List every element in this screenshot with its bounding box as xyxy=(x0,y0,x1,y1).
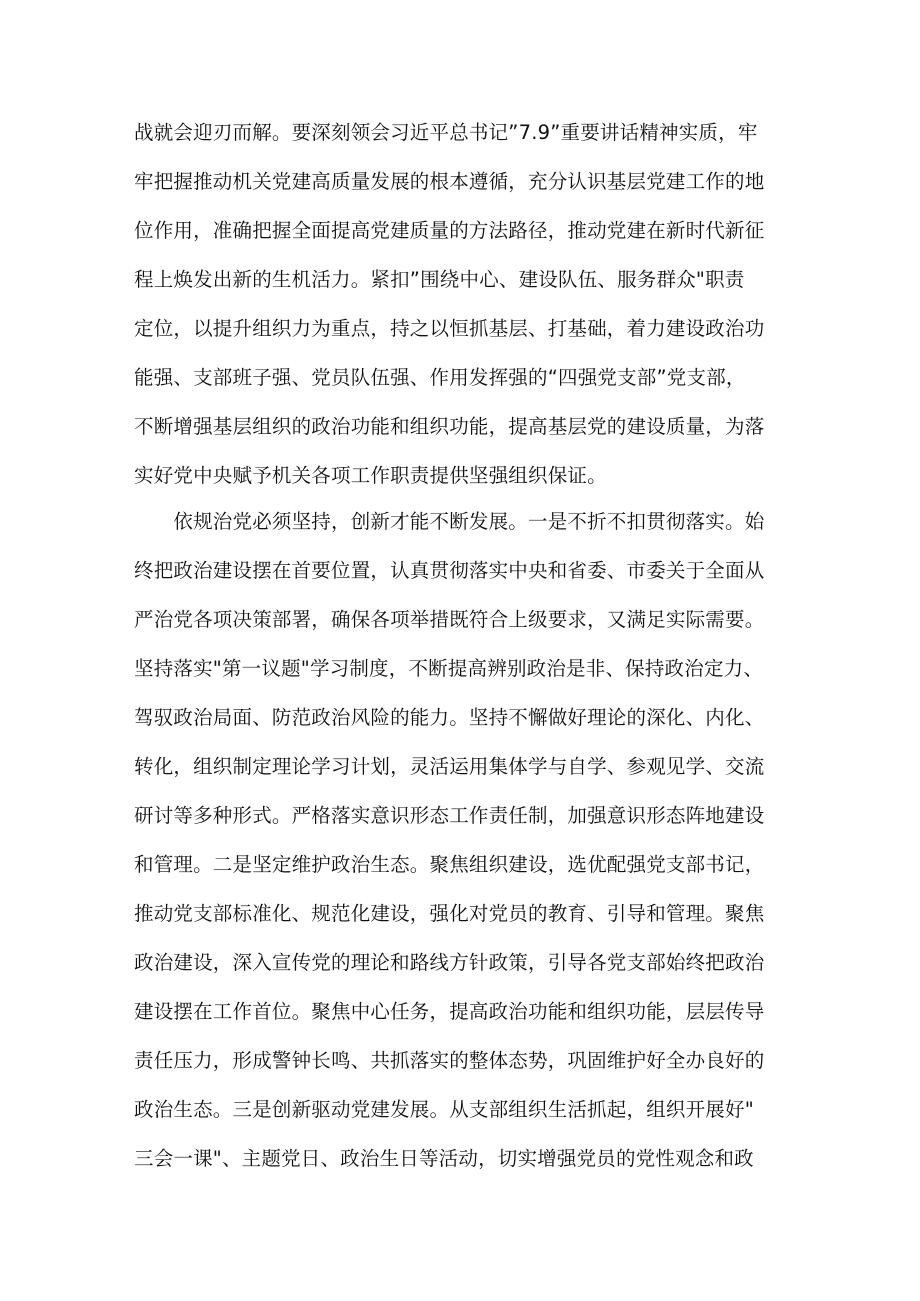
paragraph-1-line: 位作用，准确把握全面提高党建质量的方法路径，推动党建在新时代新征 xyxy=(134,219,765,242)
paragraph-2-line: 建设摆在工作首位。聚焦中心任务，提高政治功能和组织功能，层层传导 xyxy=(134,1000,765,1023)
paragraph-1-line: 实好党中央赋予机关各项工作职责提供坚强组织保证。 xyxy=(134,464,607,487)
paragraph-2-line: 坚持落实"第一议题"学习制度，不断提高辨别政治是非、保持政治定力、 xyxy=(134,657,764,680)
paragraph-2 xyxy=(134,497,774,1183)
paragraph-2-line: 研讨等多种形式。严格落实意识形态工作责任制，加强意识形态阵地建设 xyxy=(134,804,765,827)
paragraph-1-line: 定位，以提升组织力为重点，持之以恒抓基层、打基础，着力建设政治功 xyxy=(134,317,765,340)
paragraph-1-line: 战就会迎刃而解。要深刻领会习近平总书记”7.9”重要讲话精神实质，牢 xyxy=(134,121,758,144)
paragraph-2-line: 政治生态。三是创新驱动党建发展。从支部组织生活抓起，组织开展好" xyxy=(134,1098,754,1121)
paragraph-2-line: 严治党各项决策部署，确保各项举措既符合上级要求，又满足实际需要。 xyxy=(134,608,765,631)
paragraph-2-line: 责任压力，形成警钟长鸣、共抓落实的整体态势，巩固维护好全办良好的 xyxy=(134,1049,765,1072)
paragraph-2-line: 政治建设，深入宣传党的理论和路线方针政策，引导各党支部始终把政治 xyxy=(134,951,765,974)
paragraph-1-line: 能强、支部班子强、党员队伍强、作用发挥强的“四强党支部”党支部， xyxy=(134,366,746,389)
paragraph-2-line: 终把政治建设摆在首要位置，认真贯彻落实中央和省委、市委关于全面从 xyxy=(134,559,765,582)
paragraph-2-line: 驾驭政治局面、防范政治风险的能力。坚持不懈做好理论的深化、内化、 xyxy=(134,706,765,729)
paragraph-2-line: 三会一课"、主题党日、政治生日等活动，切实增强党员的党性观念和政 xyxy=(134,1147,754,1170)
paragraph-1 xyxy=(134,108,774,500)
paragraph-1-line: 牢把握推动机关党建高质量发展的根本遵循，充分认识基层党建工作的地 xyxy=(134,170,765,193)
paragraph-1-line: 不断增强基层组织的政治功能和组织功能，提高基层党的建设质量，为落 xyxy=(134,415,765,438)
paragraph-2-line: 推动党支部标准化、规范化建设，强化对党员的教育、引导和管理。聚焦 xyxy=(134,902,765,925)
paragraph-2-line: 和管理。二是坚定维护政治生态。聚焦组织建设，选优配强党支部书记， xyxy=(134,853,765,876)
paragraph-1-line: 程上焕发出新的生机活力。紧扣”围绕中心、建设队伍、服务群众"职责 xyxy=(134,268,745,291)
paragraph-2-line: 依规治党必须坚持，创新才能不断发展。一是不折不扣贯彻落实。始 xyxy=(134,510,765,533)
paragraph-2-line: 转化，组织制定理论学习计划，灵活运用集体学与自学、参观见学、交流 xyxy=(134,755,765,778)
